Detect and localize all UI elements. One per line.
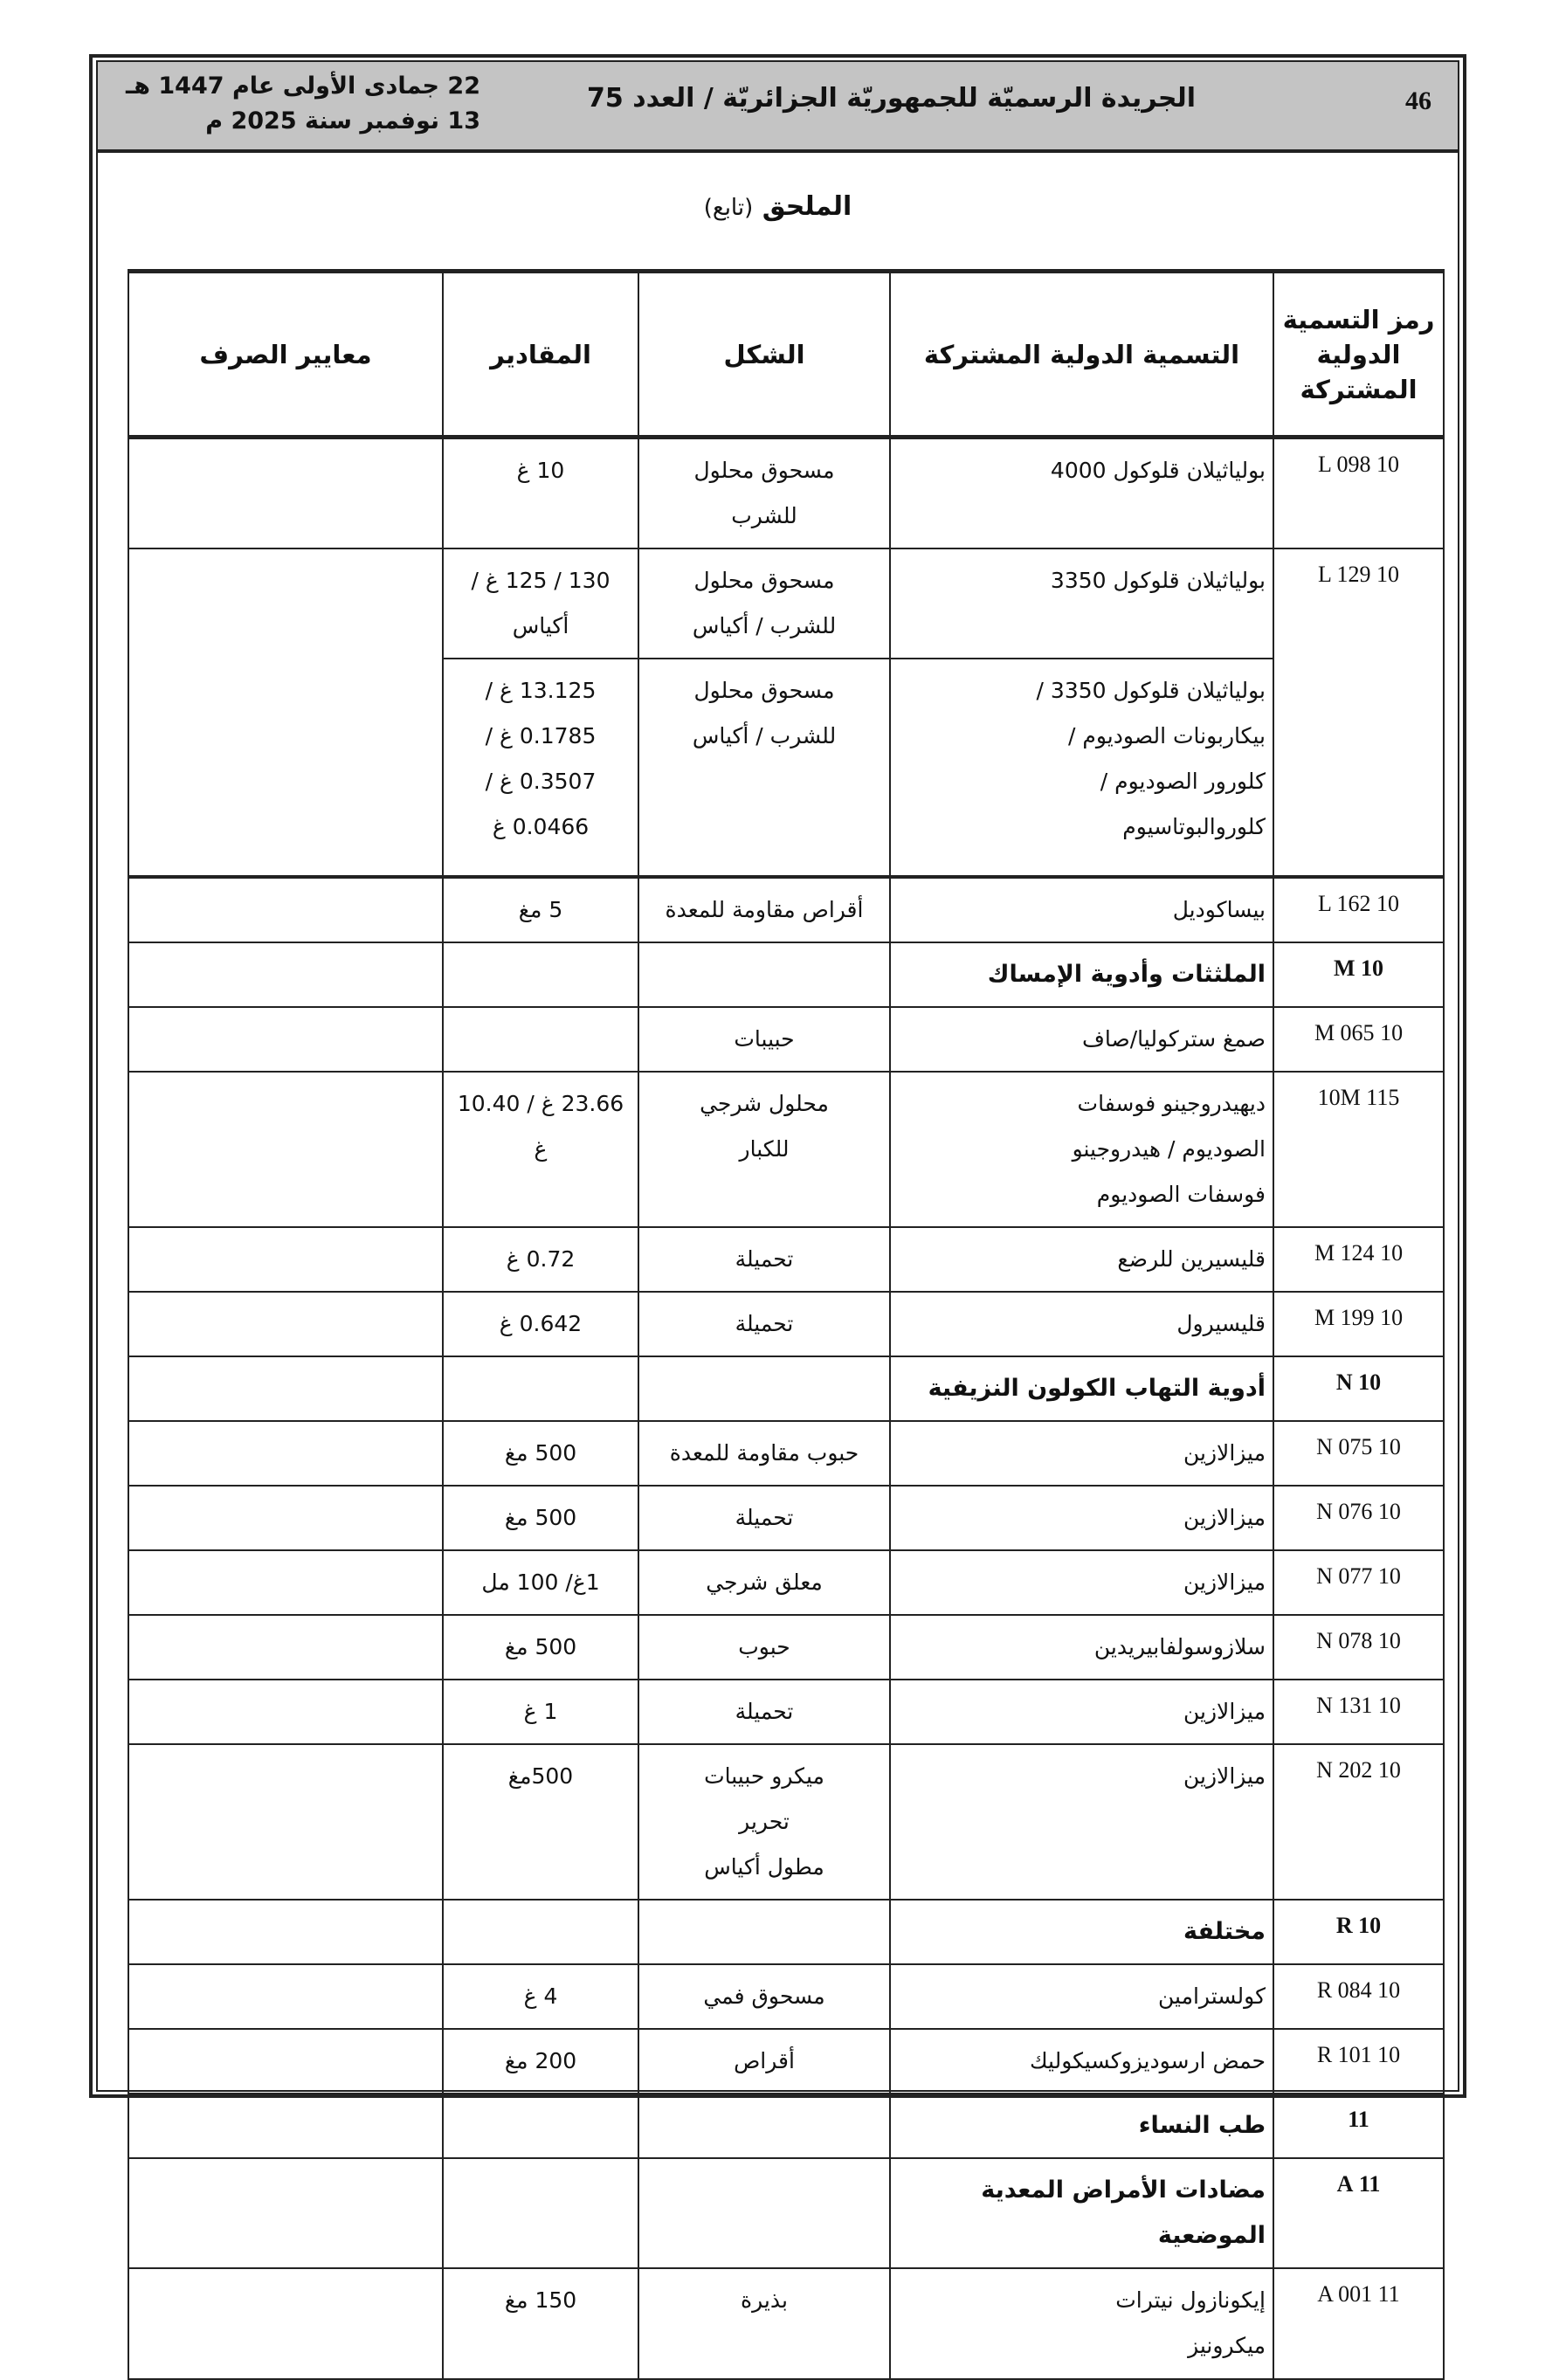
dose-cell: 150 مغ: [443, 2268, 638, 2379]
code-cell: 10 N: [1273, 1356, 1444, 1421]
section-row: [128, 1900, 1444, 1964]
code-cell: 10 R 101: [1273, 2029, 1444, 2094]
code-cell: 10 M: [1273, 942, 1444, 1007]
name-cell: ميزالازين: [890, 1486, 1273, 1550]
annex-heading: [98, 191, 1458, 222]
name-cell: مختلفة: [890, 1900, 1273, 1964]
criteria-cell: [128, 1356, 443, 1421]
col-header-dose: المقادير: [443, 272, 638, 438]
annex-title: الملحق: [762, 191, 852, 222]
form-cell: [638, 2158, 890, 2268]
table-row: [128, 438, 1444, 549]
criteria-cell: [128, 1964, 443, 2029]
name-cell: الملثثات وأدوية الإمساك: [890, 942, 1273, 1007]
code-cell: 10 N 078: [1273, 1615, 1444, 1680]
table-header-row: [128, 272, 1444, 438]
medicines-table: [128, 269, 1445, 2380]
name-cell: ميزالازين: [890, 1680, 1273, 1744]
dose-cell: 1 غ: [443, 1680, 638, 1744]
dose-cell: 5 مغ: [443, 877, 638, 942]
form-cell: أقراص مقاومة للمعدة: [638, 877, 890, 942]
name-cell: حمض ارسوديزوكسيكوليك: [890, 2029, 1273, 2094]
form-cell: محلول شرجي للكبار: [638, 1072, 890, 1227]
dose-cell: 500 مغ: [443, 1486, 638, 1550]
code-cell: 10 R: [1273, 1900, 1444, 1964]
page-number: 46: [1405, 86, 1431, 115]
code-cell: 10 L 162: [1273, 877, 1444, 942]
criteria-cell: [128, 1072, 443, 1227]
form-cell: تحميلة: [638, 1680, 890, 1744]
table-row: [128, 1615, 1444, 1680]
table-row: [128, 1964, 1444, 2029]
section-row: [128, 2094, 1444, 2158]
code-cell: 10 N 075: [1273, 1421, 1444, 1486]
dose-cell: 10 غ: [443, 438, 638, 549]
form-cell: تحميلة: [638, 1486, 890, 1550]
dose-cell: [443, 2094, 638, 2158]
name-cell: إيكونازول نيترات ميكرونيز: [890, 2268, 1273, 2379]
form-cell: [638, 1900, 890, 1964]
name-cell: قليسيرين للرضع: [890, 1227, 1273, 1292]
form-cell: حبيبات: [638, 1007, 890, 1072]
criteria-cell: [128, 1007, 443, 1072]
name-cell: قليسيرول: [890, 1292, 1273, 1356]
section-row: [128, 2158, 1444, 2268]
annex-subtitle: (تابع): [703, 195, 754, 221]
criteria-cell: [128, 942, 443, 1007]
code-cell: 11 A 001: [1273, 2268, 1444, 2379]
dose-cell: 500مغ: [443, 1744, 638, 1900]
code-cell: 10 L 129: [1273, 548, 1444, 877]
criteria-cell: [128, 1744, 443, 1900]
criteria-cell: [128, 1227, 443, 1292]
table-row: [128, 2268, 1444, 2379]
name-cell: بولياثيلان قلوكول 3350 / بيكاربونات الصوديوم / كلورور الصوديوم / كلوروالبوتاسيوم: [890, 659, 1273, 877]
criteria-cell: [128, 438, 443, 549]
name-cell: كولسترامين: [890, 1964, 1273, 2029]
criteria-cell: [128, 1900, 443, 1964]
date-gregorian: 13 نوفمبر سنة 2025 م: [205, 107, 480, 135]
name-cell: بولياثيلان قلوكول 3350: [890, 548, 1273, 659]
form-cell: بذيرة: [638, 2268, 890, 2379]
form-cell: مسحوق محلول للشرب / أكياس: [638, 659, 890, 877]
code-cell: 10 M 199: [1273, 1292, 1444, 1356]
gazette-title: الجريدة الرسميّة للجمهوريّة الجزائريّة / العدد 75: [587, 83, 1197, 114]
dose-cell: 500 مغ: [443, 1421, 638, 1486]
criteria-cell: [128, 877, 443, 942]
name-cell: مضادات الأمراض المعدية الموضعية: [890, 2158, 1273, 2268]
table-row: [128, 877, 1444, 942]
form-cell: [638, 942, 890, 1007]
table-row: [128, 548, 1444, 659]
dose-cell: [443, 1007, 638, 1072]
code-cell: 10 N 076: [1273, 1486, 1444, 1550]
form-cell: مسحوق محلول للشرب: [638, 438, 890, 549]
table-row: [128, 1072, 1444, 1227]
dose-cell: 200 مغ: [443, 2029, 638, 2094]
code-cell: 11 A: [1273, 2158, 1444, 2268]
table-row: [128, 1744, 1444, 1900]
table-body: [128, 438, 1444, 2380]
table-row: [128, 1227, 1444, 1292]
criteria-cell: [128, 1292, 443, 1356]
dose-cell: 500 مغ: [443, 1615, 638, 1680]
code-cell: 10 R 084: [1273, 1964, 1444, 2029]
criteria-cell: [128, 2029, 443, 2094]
dose-cell: [443, 1356, 638, 1421]
col-header-code: رمز التسمية الدولية المشتركة: [1273, 272, 1444, 438]
code-cell: 10 N 202: [1273, 1744, 1444, 1900]
criteria-cell: [128, 1421, 443, 1486]
table-row: [128, 1292, 1444, 1356]
gazette-header: [98, 62, 1458, 153]
code-cell: 10 M 124: [1273, 1227, 1444, 1292]
name-cell: سلازوسولفابيريدين: [890, 1615, 1273, 1680]
code-cell: 10 M 065: [1273, 1007, 1444, 1072]
code-cell: 10 L 098: [1273, 438, 1444, 549]
criteria-cell: [128, 2268, 443, 2379]
dose-cell: 130 / 125 غ / أكياس: [443, 548, 638, 659]
name-cell: صمغ ستركوليا/صاف: [890, 1007, 1273, 1072]
name-cell: أدوية التهاب الكولون النزيفية: [890, 1356, 1273, 1421]
dose-cell: [443, 2158, 638, 2268]
col-header-name: التسمية الدولية المشتركة: [890, 272, 1273, 438]
dose-cell: 23.66 غ / 10.40 غ: [443, 1072, 638, 1227]
form-cell: أقراص: [638, 2029, 890, 2094]
dose-cell: [443, 942, 638, 1007]
name-cell: ديهيدروجينو فوسفات الصوديوم / هيدروجينو فوسفات الصوديوم: [890, 1072, 1273, 1227]
code-cell: 10M 115: [1273, 1072, 1444, 1227]
date-hijri: 22 جمادى الأولى عام 1447 هـ: [126, 72, 480, 100]
name-cell: ميزالازين: [890, 1421, 1273, 1486]
table-row: [128, 1421, 1444, 1486]
form-cell: تحميلة: [638, 1292, 890, 1356]
col-header-form: الشكل: [638, 272, 890, 438]
name-cell: ميزالازين: [890, 1550, 1273, 1615]
criteria-cell: [128, 2094, 443, 2158]
form-cell: تحميلة: [638, 1227, 890, 1292]
section-row: [128, 942, 1444, 1007]
dose-cell: 13.125 غ / 0.1785 غ / 0.3507 غ / 0.0466 غ: [443, 659, 638, 877]
table-row: [128, 1550, 1444, 1615]
form-cell: حبوب مقاومة للمعدة: [638, 1421, 890, 1486]
form-cell: ميكرو حبيبات تحرير مطول أكياس: [638, 1744, 890, 1900]
form-cell: معلق شرجي: [638, 1550, 890, 1615]
criteria-cell: [128, 1680, 443, 1744]
dose-cell: [443, 1900, 638, 1964]
code-cell: 10 N 131: [1273, 1680, 1444, 1744]
table-row: [128, 1680, 1444, 1744]
table-row: [128, 1486, 1444, 1550]
code-cell: 11: [1273, 2094, 1444, 2158]
form-cell: [638, 1356, 890, 1421]
criteria-cell: [128, 2158, 443, 2268]
name-cell: طب النساء: [890, 2094, 1273, 2158]
criteria-cell: [128, 1486, 443, 1550]
form-cell: مسحوق فمي: [638, 1964, 890, 2029]
criteria-cell: [128, 1550, 443, 1615]
name-cell: بيساكوديل: [890, 877, 1273, 942]
form-cell: مسحوق محلول للشرب / أكياس: [638, 548, 890, 659]
dose-cell: 1غ/ 100 مل: [443, 1550, 638, 1615]
name-cell: ميزالازين: [890, 1744, 1273, 1900]
col-header-criteria: معايير الصرف: [128, 272, 443, 438]
dose-cell: 0.72 غ: [443, 1227, 638, 1292]
criteria-cell: [128, 548, 443, 877]
criteria-cell: [128, 1615, 443, 1680]
form-cell: [638, 2094, 890, 2158]
section-row: [128, 1356, 1444, 1421]
dose-cell: 4 غ: [443, 1964, 638, 2029]
table-row: [128, 1007, 1444, 1072]
code-cell: 10 N 077: [1273, 1550, 1444, 1615]
name-cell: بولياثيلان قلوكول 4000: [890, 438, 1273, 549]
gazette-date: [114, 69, 480, 139]
table-row: [128, 2029, 1444, 2094]
form-cell: حبوب: [638, 1615, 890, 1680]
dose-cell: 0.642 غ: [443, 1292, 638, 1356]
